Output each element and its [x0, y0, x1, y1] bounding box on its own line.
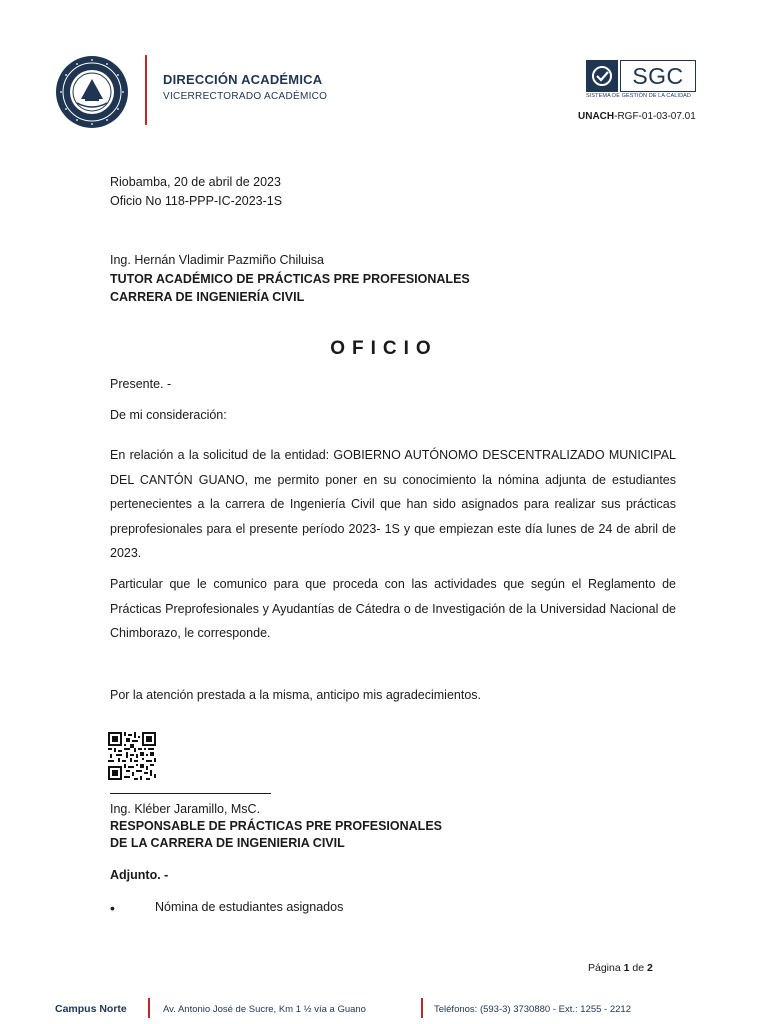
greeting-present: Presente. -: [110, 377, 172, 391]
university-seal-icon: [55, 55, 129, 129]
page-current: 1: [623, 962, 630, 974]
document-code: [578, 111, 696, 122]
document-title: OFICIO: [330, 338, 438, 359]
sgc-label: SGC: [632, 63, 684, 89]
recipient-role-2: CARRERA DE INGENIERÍA CIVIL: [110, 290, 305, 304]
paragraph-1: En relación a la solicitud de la entidad: GOBIERNO AUTÓNOMO DESCENTRALIZADO MUNICIPAL DEL CANTÓN GUANO, me permito poner en su conocimiento la nómina adjunta de estudiantes pertenecientes a la carrera de Ingeniería Civil que han sido asignados para realizar sus prácticas preprofesionales para el presente período 2023- 1S y que empiezan este día lunes de 24 de abril de 2023.: [110, 448, 676, 560]
paragraph-2: Particular que le comunico para que proceda con las actividades que según el Reglamento de Prácticas Preprofesionales y Ayudantías de Cátedra o de Investigación de la Universidad Nacional de Chimborazo, le corresponde.: [110, 577, 676, 640]
page-number: [588, 962, 653, 974]
sgc-label-box: [620, 60, 696, 92]
footer-address: Av. Antonio José de Sucre, Km 1 ½ vía a Guano: [163, 1004, 366, 1015]
signer-role-1: RESPONSABLE DE PRÁCTICAS PRE PROFESIONALES: [110, 819, 442, 833]
document-code-prefix: UNACH: [578, 111, 615, 122]
department-subtitle: VICERRECTORADO ACADÉMICO: [163, 91, 328, 102]
header-divider: [145, 55, 147, 125]
sgc-caption: SISTEMA DE GESTIÓN DE LA CALIDAD: [586, 93, 691, 99]
office-number: Oficio No 118-PPP-IC-2023-1S: [110, 194, 283, 208]
page-label: Página: [588, 962, 621, 974]
recipient-name: Ing. Hernán Vladimir Pazmiño Chiluisa: [110, 253, 324, 267]
footer-divider-1: [148, 998, 150, 1018]
sgc-quality-icon: [586, 60, 618, 92]
department-title: DIRECCIÓN ACADÉMICA: [163, 72, 323, 87]
qr-code-icon: [108, 732, 156, 780]
footer-phones: Teléfonos: (593-3) 3730880 - Ext.: 1255 - 2212: [434, 1004, 631, 1015]
page-total: 2: [647, 962, 653, 974]
document-code-suffix: -RGF-01-03-07.01: [614, 111, 696, 122]
signer-role-2: DE LA CARRERA DE INGENIERIA CIVIL: [110, 836, 345, 850]
bullet-icon: •: [110, 900, 115, 916]
attachment-item: Nómina de estudiantes asignados: [155, 900, 344, 914]
closing-line: Por la atención prestada a la misma, anticipo mis agradecimientos.: [110, 688, 482, 702]
signature-line: [110, 793, 271, 794]
recipient-role-1: TUTOR ACADÉMICO DE PRÁCTICAS PRE PROFESIONALES: [110, 272, 470, 286]
signer-name: Ing. Kléber Jaramillo, MsC.: [110, 802, 261, 816]
attachment-label: Adjunto. -: [110, 868, 169, 882]
greeting-consideration: De mi consideración:: [110, 408, 227, 422]
page-of: de: [632, 962, 645, 974]
place-date: Riobamba, 20 de abril de 2023: [110, 175, 281, 189]
footer-campus: Campus Norte: [55, 1003, 127, 1015]
footer-divider-2: [421, 998, 423, 1018]
sgc-logo: [586, 60, 696, 92]
